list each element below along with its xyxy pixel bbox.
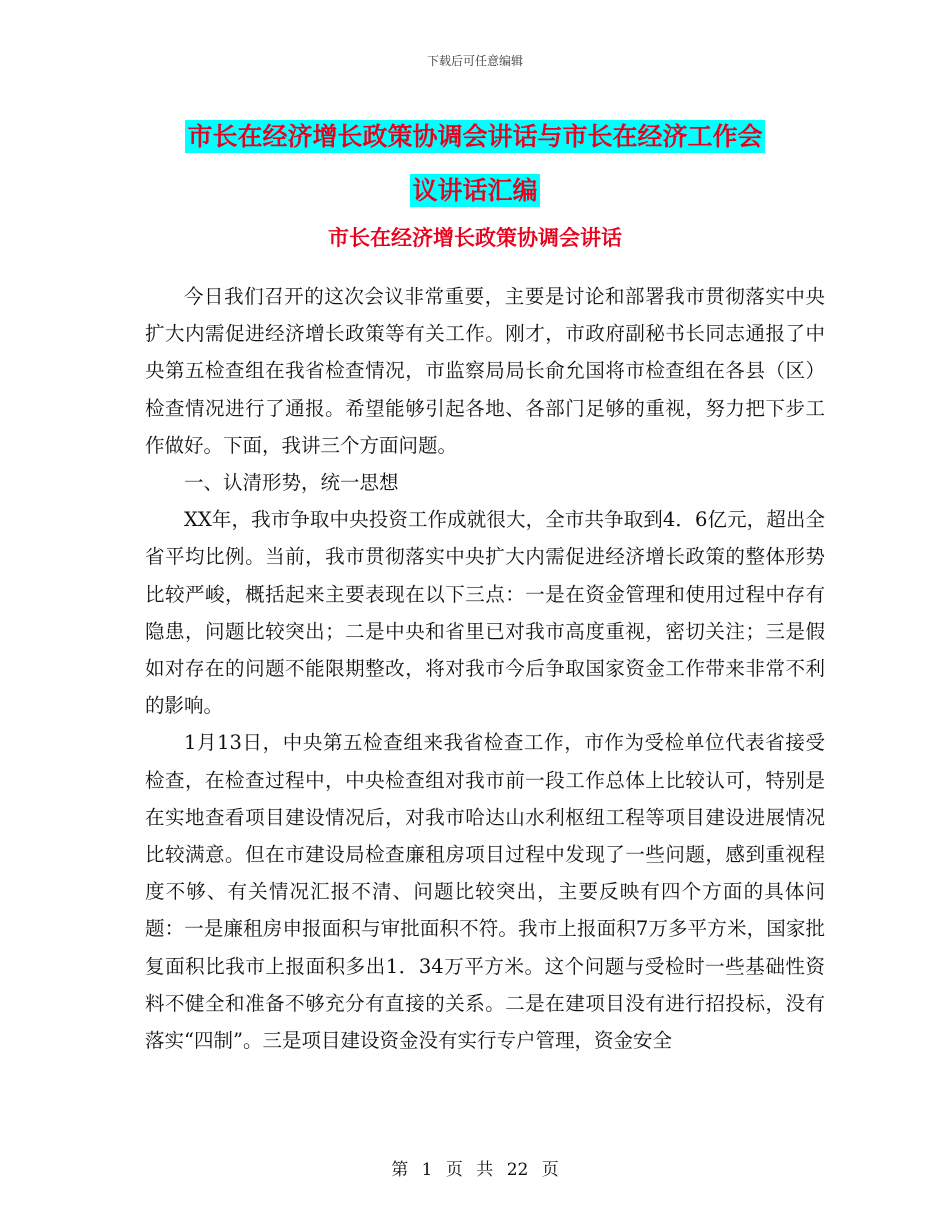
section-title: 市长在经济增长政策协调会讲话 bbox=[328, 226, 622, 250]
body-text bbox=[145, 278, 825, 1059]
paragraph-heading: 一、认清形势，统一思想 bbox=[184, 471, 399, 495]
header-note: 下载后可任意编辑 bbox=[426, 54, 523, 68]
paragraph: 今日我们召开的这次会议非常重要，主要是讨论和部署我市贯彻落实中央扩大内需促进经济增长政策等有关工作。刚才，市政府副秘书长同志通报了中央第五检查组在我省检查情况，市监察局局长俞允国将市检查组在各县（区）检查情况进行了通报。希望能够引起各地、各部门足够的重视，努力把下步工作做好。下面，我讲三个方面问题。 bbox=[145, 285, 825, 457]
paragraph: 1月13日，中央第五检查组来我省检查工作，市作为受检单位代表省接受检查，在检查过程中，中央检查组对我市前一段工作总体上比较认可，特别是在实地查看项目建设情况后，对我市哈达山水利枢纽工程等项目建设进展情况比较满意。但在市建设局检查廉租房项目过程中发现了一些问题，感到重视程度不够、有关情况汇报不清、问题比较突出，主要反映有四个方面的具体问题：一是廉租房申报面积与审批面积不符。我市上报面积7万多平方米，国家批复面积比我市上报面积多出1．34万平方米。这个问题与受检时一些基础性资料不健全和准备不够充分有直接的关系。二是在建项目没有进行招投标，没有落实“四制”。三是项目建设资金没有实行专户管理，资金安全 bbox=[145, 731, 825, 1053]
title-line-1: 市长在经济增长政策协调会讲话与市长在经济工作会 bbox=[187, 122, 763, 151]
title-line-2: 议讲话汇编 bbox=[412, 176, 538, 205]
paragraph: XX年，我市争取中央投资工作成就很大，全市共争取到4．6亿元，超出全省平均比例。当前，我市贯彻落实中央扩大内需促进经济增长政策的整体形势比较严峻，概括起来主要表现在以下三点：一是在资金管理和使用过程中存有隐患，问题比较突出；二是中央和省里已对我市高度重视，密切关注；三是假如对存在的问题不能限期整改，将对我市今后争取国家资金工作带来非常不利的影响。 bbox=[145, 508, 825, 718]
document-title bbox=[140, 110, 810, 218]
page-footer: 第 1 页 共 22 页 bbox=[391, 1160, 559, 1180]
